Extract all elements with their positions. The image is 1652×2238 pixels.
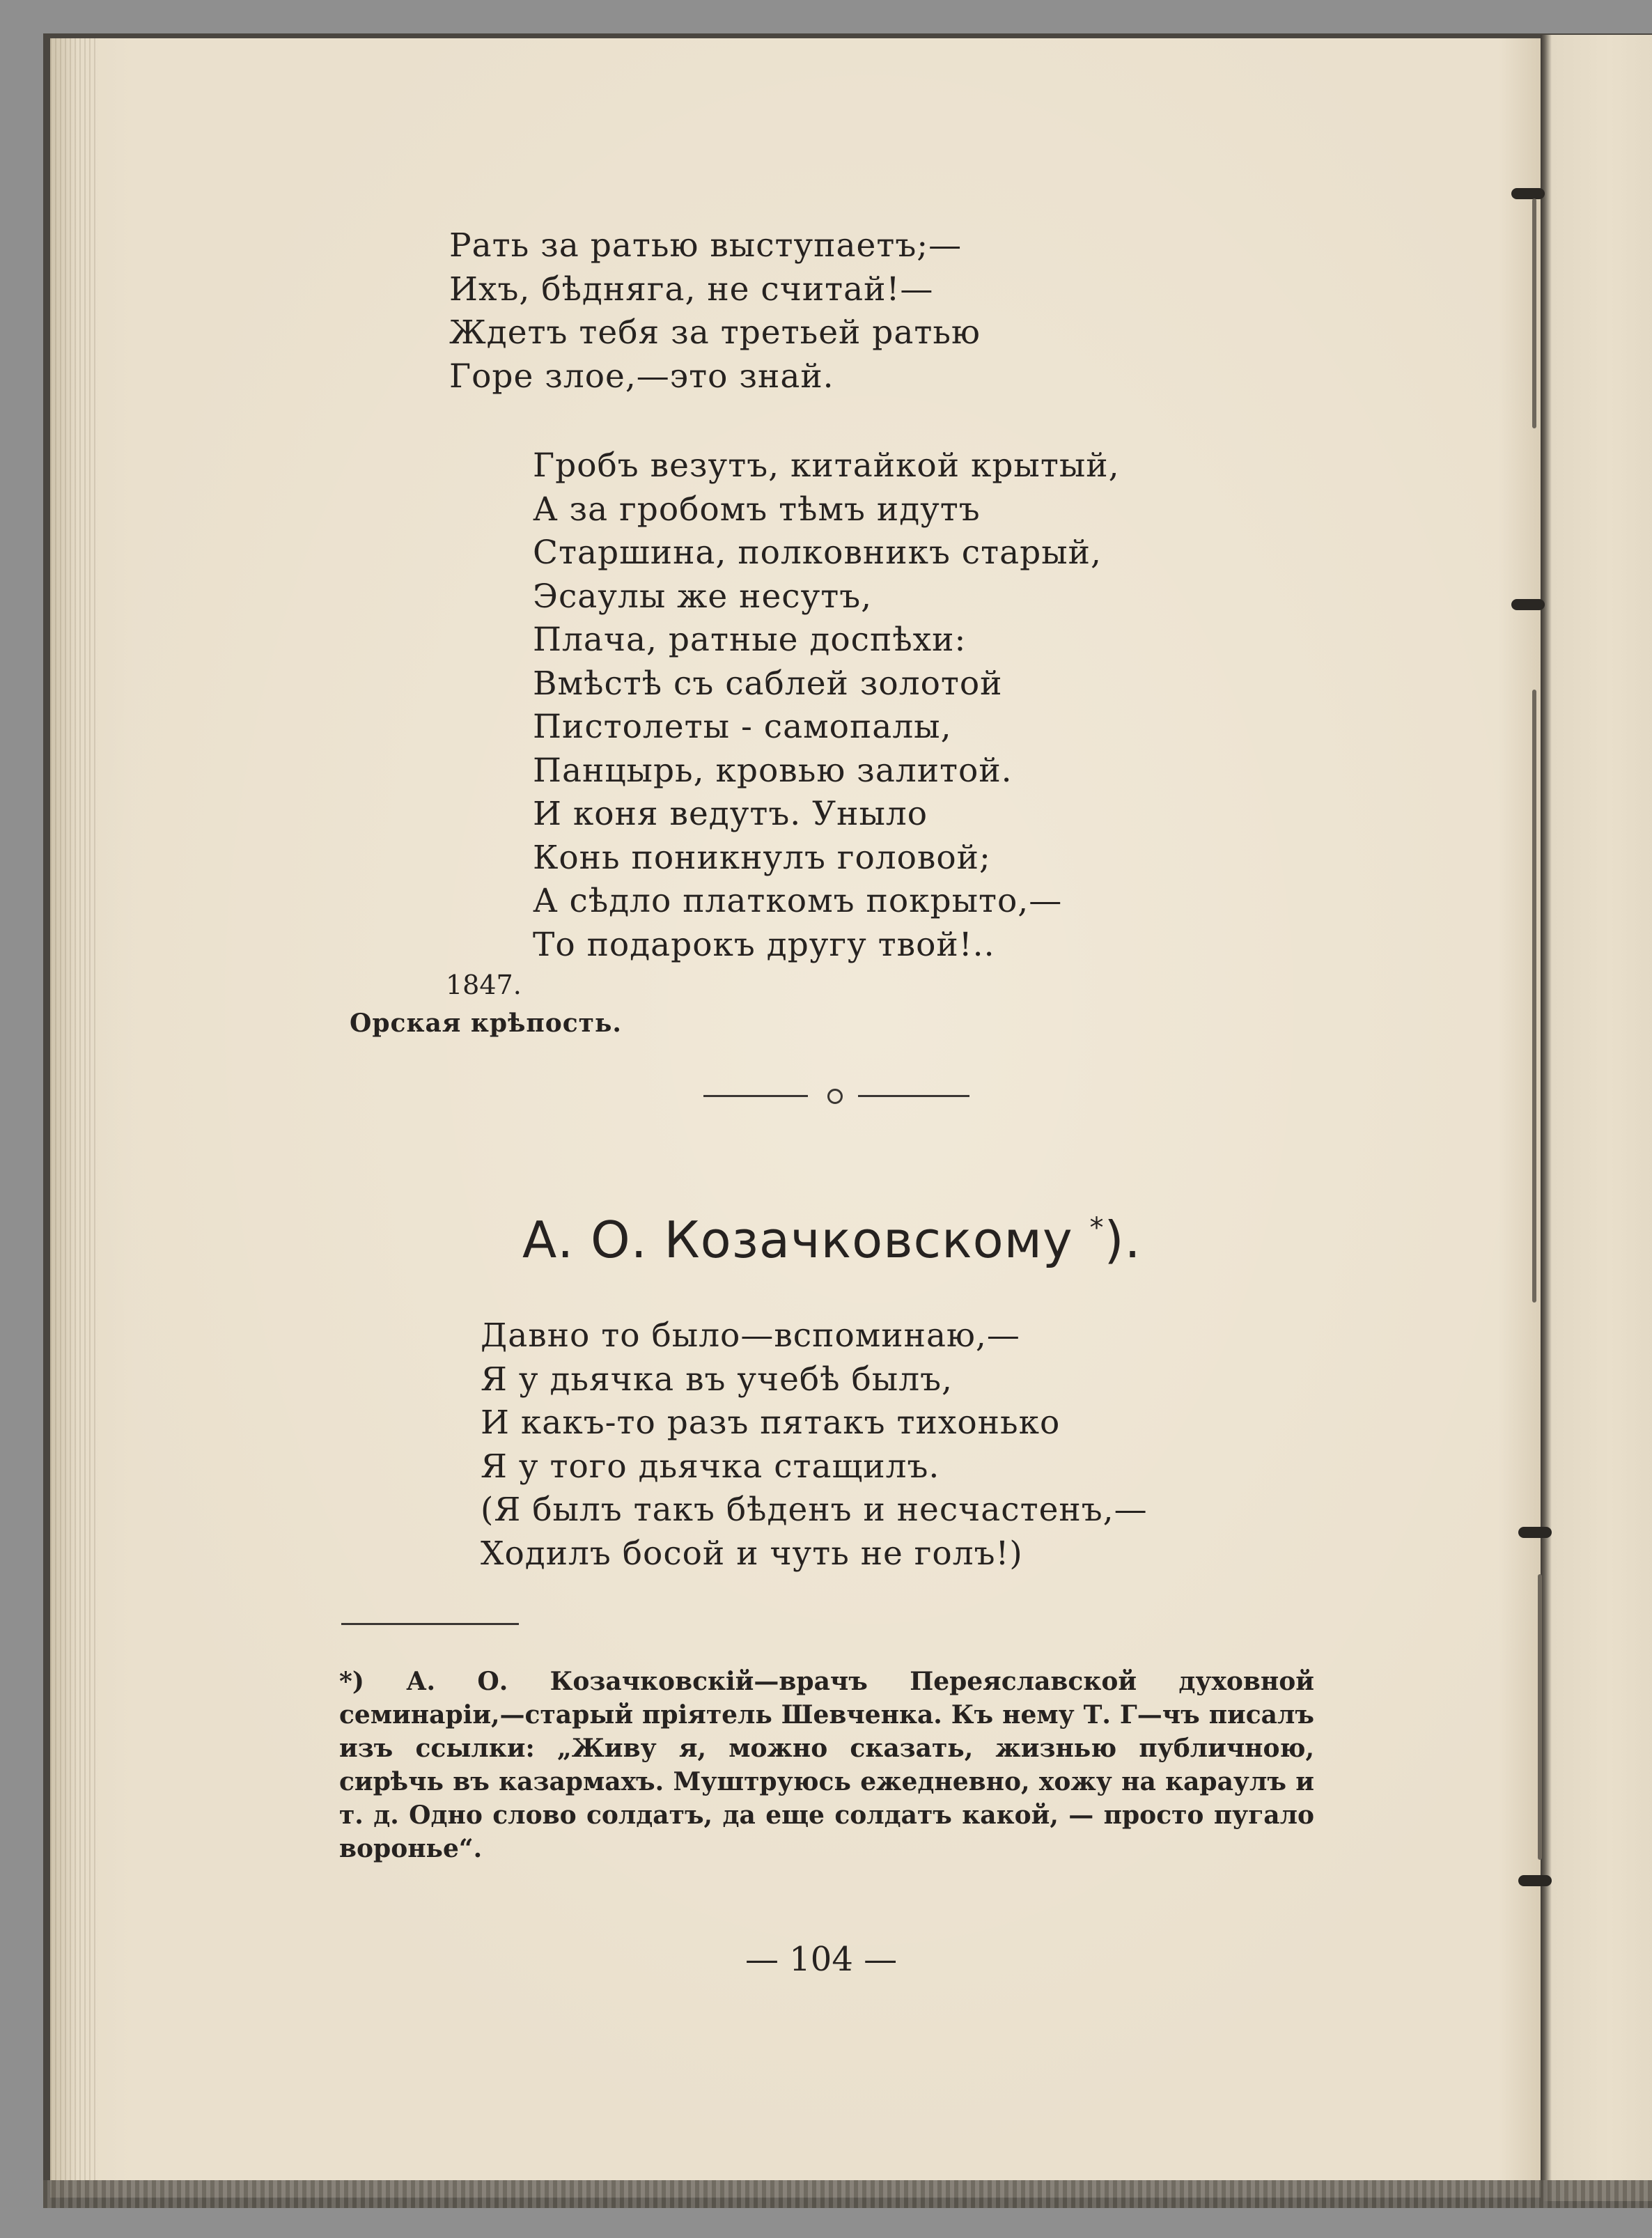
poem-stanza-1 xyxy=(449,224,981,398)
binding-thread-line-1 xyxy=(1532,199,1536,428)
page-stack-edge xyxy=(50,38,99,2198)
verse-line: Старшина, полковникъ старый, xyxy=(533,534,1102,572)
verse-line: Я у дьячка въ учебѣ былъ, xyxy=(481,1360,953,1399)
binding-thread-4 xyxy=(1518,1875,1552,1886)
verse-line: Конь поникнулъ головой; xyxy=(533,838,991,877)
footnote-rule xyxy=(341,1623,519,1625)
verse-line: Гробъ везутъ, китайкой крытый, xyxy=(533,446,1120,485)
poem-title-text: А. О. Козачковскому xyxy=(522,1211,1073,1269)
binding-thread-1 xyxy=(1511,188,1545,199)
separator-line-left xyxy=(703,1095,808,1097)
poem-title xyxy=(522,1211,1141,1269)
verse-line: А за гробомъ тѣмъ идутъ xyxy=(533,490,981,529)
verse-line: Ихъ, бѣдняга, не считай!— xyxy=(449,270,934,309)
poem-date: 1847. xyxy=(446,970,522,1000)
separator-circle xyxy=(827,1089,843,1104)
facing-page-edge xyxy=(1541,35,1652,2201)
poem-stanza-2 xyxy=(533,444,1120,967)
book-bottom-edge xyxy=(43,2180,1652,2208)
verse-line: То подарокъ другу твой!.. xyxy=(533,925,995,964)
verse-line: (Я былъ такъ бѣденъ и несчастенъ,— xyxy=(481,1491,1148,1529)
verse-line: Пистолеты - самопалы, xyxy=(533,708,952,746)
footnote-text: *) А. О. Козачковскій—врачъ Переяславской духовной семинаріи,—старый пріятель Шевченка. Къ нему Т. Г—чъ писалъ изъ ссылки: „Живу я, можно сказать, жизнью публичною, сирѣчь въ казармахъ. Муштруюсь ежедневно, хожу на караулъ и т. д. Одно слово солдатъ, да еще солдатъ какой, — просто пугало воронье“. xyxy=(339,1667,1314,1863)
binding-thread-line-2 xyxy=(1532,690,1536,1303)
verse-line: Вмѣстѣ съ саблей золотой xyxy=(533,664,1003,703)
verse-line: Эсаулы же несутъ, xyxy=(533,577,873,616)
verse-line: Давно то было—вспоминаю,— xyxy=(481,1316,1020,1355)
verse-line: Ждетъ тебя за третьей ратью xyxy=(449,313,981,352)
binding-thread-2 xyxy=(1511,599,1545,610)
verse-line: Плача, ратные доспѣхи: xyxy=(533,621,967,659)
binding-thread-3 xyxy=(1518,1527,1552,1538)
poem-body xyxy=(481,1314,1148,1576)
verse-line: Панцырь, кровью залитой. xyxy=(533,751,1013,790)
verse-line: Горе злое,—это знай. xyxy=(449,357,834,396)
separator-line-right xyxy=(858,1095,969,1097)
verse-line: И коня ведутъ. Уныло xyxy=(533,795,928,833)
poem-title-end: ). xyxy=(1104,1211,1141,1269)
page-number: — 104 — xyxy=(745,1940,898,1979)
binding-thread-line-3 xyxy=(1538,1574,1542,1860)
footnote-marker: * xyxy=(1089,1212,1105,1244)
verse-line: Рать за ратью выступаетъ;— xyxy=(449,226,963,265)
verse-line: А сѣдло платкомъ покрыто,— xyxy=(533,882,1063,920)
verse-line: Я у того дьячка стащилъ. xyxy=(481,1447,940,1486)
verse-line: И какъ-то разъ пятакъ тихонько xyxy=(481,1404,1061,1442)
verse-line: Ходилъ босой и чуть не голъ!) xyxy=(481,1534,1023,1573)
poem-place: Орская крѣпость. xyxy=(350,1009,622,1038)
